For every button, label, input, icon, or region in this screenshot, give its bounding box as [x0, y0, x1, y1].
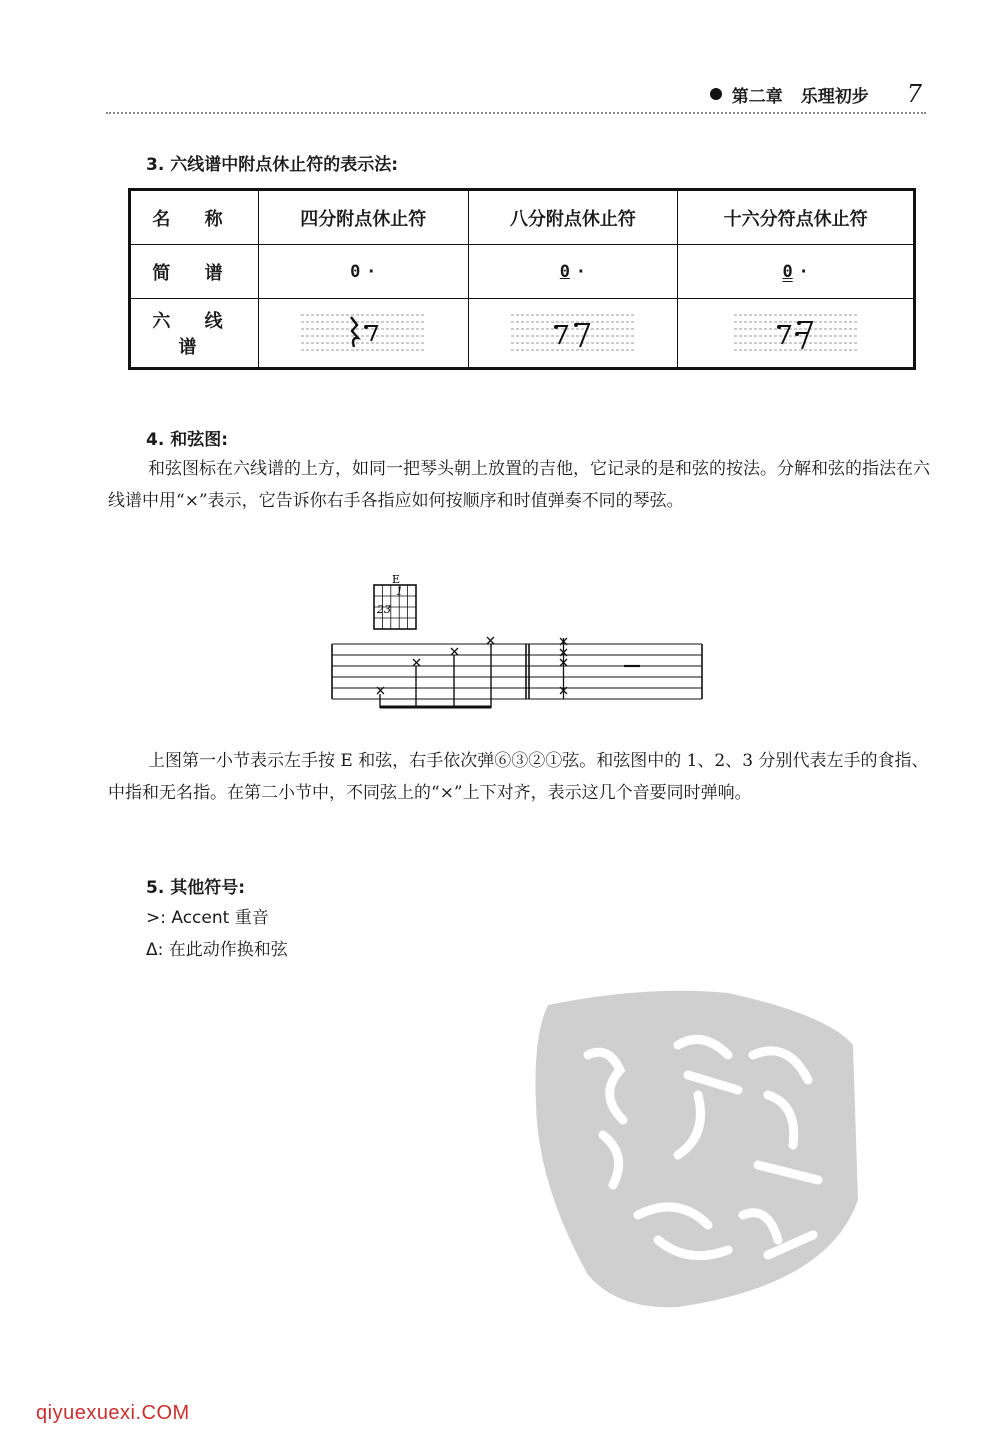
row-label-jianpu: 简 谱 — [130, 245, 259, 299]
tab-eighth-rest-figure — [509, 311, 637, 355]
col-header-quarter: 四分附点休止符 — [259, 190, 469, 245]
chord-and-tab-figure — [326, 568, 706, 718]
jianpu-cell-eighth — [468, 245, 678, 299]
site-watermark: qiyuexuexi.COM — [36, 1402, 190, 1424]
jianpu-cell-quarter — [259, 245, 469, 299]
chord-change-text: : 在此动作换和弦 — [157, 940, 288, 960]
figure-explanation-paragraph: 上图第一小节表示左手按 E 和弦，右手依次弹⑥③②①弦。和弦图中的 1、2、3 分别代表左手的食指、中指和无名指。在第二小节中，不同弦上的“×”上下对齐，表示这几个音要同时弹响。 — [108, 751, 929, 803]
delta-symbol: Δ — [146, 940, 158, 960]
tab-cell-eighth — [468, 299, 678, 369]
tab-cell-quarter — [259, 299, 469, 369]
table-row-jianpu — [130, 245, 915, 299]
tab-cell-sixteenth — [678, 299, 915, 369]
chapter-label: 第二章 — [731, 86, 783, 107]
chord-box — [374, 573, 416, 629]
table-row-tab — [130, 299, 915, 369]
tab-quarter-rest-figure — [299, 311, 427, 355]
table-header-row — [130, 190, 915, 245]
accent-symbol: > — [146, 908, 161, 928]
chapter-title: 乐理初步 — [800, 86, 869, 107]
jianpu-digit: 0 — [782, 262, 793, 282]
jianpu-dot: · — [366, 262, 377, 282]
rest-notation-table — [128, 188, 916, 370]
tab-staff — [332, 637, 702, 708]
row-label-name: 名 称 — [130, 190, 259, 245]
page-number: 7 — [906, 80, 922, 108]
col-header-sixteenth: 十六分符点休止符 — [678, 190, 915, 245]
col-header-eighth: 八分附点休止符 — [468, 190, 678, 245]
header-divider — [106, 112, 926, 114]
symbol-chord-change — [146, 935, 288, 960]
finger-1: 1 — [396, 585, 403, 598]
jianpu-dot: · — [798, 262, 809, 282]
row-label-tab: 六 线 谱 — [130, 299, 259, 369]
chord-name: E — [392, 573, 401, 586]
jianpu-digit: 0 — [559, 262, 571, 282]
symbol-accent — [146, 903, 269, 928]
jianpu-cell-sixteenth — [678, 245, 915, 299]
accent-text: : Accent 重音 — [160, 908, 269, 928]
section-3-title: 3. 六线谱中附点休止符的表示法: — [146, 155, 399, 175]
jianpu-dot: · — [575, 262, 586, 282]
section-5-title: 5. 其他符号: — [146, 878, 246, 898]
jianpu-digit: 0 — [350, 262, 361, 282]
chord-diagram-paragraph: 和弦图标在六线谱的上方，如同一把琴头朝上放置的吉他，它记录的是和弦的按法。分解和弦的指法在六线谱中用“×”表示，它告诉你右手各指应如何按顺序和时值弹奏不同的琴弦。 — [108, 459, 930, 511]
bullet-icon — [710, 88, 722, 100]
pick-marks-measure-1 — [377, 637, 494, 694]
finger-23: 23 — [377, 603, 391, 616]
section-4-title: 4. 和弦图: — [146, 430, 229, 450]
tab-sixteenth-rest-figure — [732, 311, 860, 355]
seal-stamp-icon — [528, 985, 863, 1310]
running-header — [710, 80, 922, 108]
